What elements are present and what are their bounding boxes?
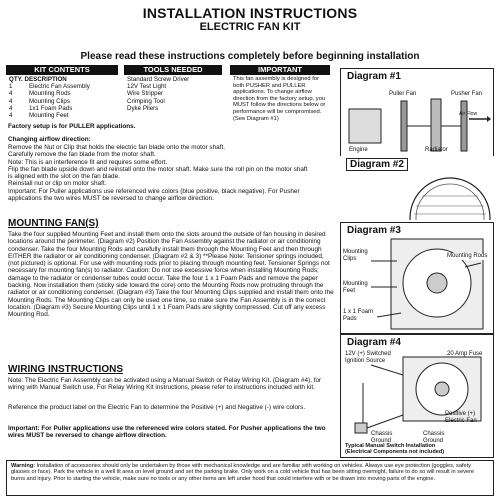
- kit-item-desc: Mounting Rods: [29, 90, 71, 98]
- engine-label: Engine: [349, 147, 368, 153]
- tool-item: Standard Screw Driver: [127, 76, 190, 83]
- kit-item-desc: Mounting Feet: [29, 112, 69, 120]
- airflow-label: Air Flow: [459, 111, 478, 117]
- kit-item-qty: 4: [9, 90, 13, 98]
- kit-item-qty: 4: [9, 112, 13, 120]
- airflow-step: Reinstall nut or clip on motor shaft.: [8, 180, 107, 188]
- tool-item: 12V Test Light: [127, 83, 167, 91]
- airflow-step: Note: This is an interference fit and requires some effort.: [8, 158, 168, 166]
- pusher-fan-label: Pusher Fan: [451, 91, 483, 97]
- warning-lead: Warning:: [11, 463, 36, 469]
- airflow-step: Flip the fan blade upside down and reinstall onto the motor shaft. Make sure the roll pin on the motor shaft is aligned with the slot on the fan blade.: [8, 165, 308, 181]
- kit-column-header: QTY. DESCRIPTION: [9, 76, 67, 83]
- diagram-1-label: Diagram #1: [347, 71, 401, 82]
- warning-box: [6, 460, 494, 496]
- mounting-rods-label: Mounting Rods: [447, 253, 493, 260]
- airflow-steps: [8, 144, 308, 202]
- read-notice: Please read these instructions completely before beginning installation: [80, 51, 420, 62]
- caption-line: Typical Manual Switch Installation: [345, 443, 436, 449]
- wiring-note: Note: The Electric Fan Assembly can be activated using a Manual Switch or Relay Wiring Kit. (Diagram #4), for wiring with Manual Switch use. For Relay Wiring Kit instructions, please refer to instructions included with kit.: [8, 377, 322, 392]
- kit-item-desc: Mounting Clips: [29, 97, 70, 105]
- diagram-4-caption: [345, 443, 491, 455]
- caption-line-2: (Electrical Components not included): [345, 449, 445, 455]
- mounting-feet-label: Mounting Feet: [343, 281, 368, 294]
- chassis-ground-label-2: Chassis Ground: [423, 431, 445, 444]
- airflow-step: Important: For Puller applications use referenced wire colors (blue positive, black negative). For Pusher applications the two wires MUST be reversed to change airflow direction.: [8, 187, 300, 203]
- positive-label: Positive (+) Electric Fan: [445, 411, 477, 424]
- tool-item: Crimping Tool: [127, 97, 165, 105]
- important-heading: IMPORTANT: [230, 65, 330, 75]
- diagram-2-label: Diagram #2: [346, 158, 408, 171]
- kit-item-qty: 1: [9, 83, 13, 91]
- mounting-clips-label: Mounting Clips: [343, 249, 368, 262]
- kit-item: [9, 90, 115, 97]
- kit-item: [9, 98, 115, 105]
- diagram-3-label: Diagram #3: [347, 225, 401, 236]
- diagram-2-drawing: [340, 156, 494, 220]
- tools-needed-heading: TOOLS NEEDED: [124, 65, 222, 75]
- kit-item-qty: 4: [9, 97, 13, 105]
- wiring-reference: Reference the product label on the Electric Fan to determine the Positive (+) and Negative (-) wire colors.: [8, 404, 306, 411]
- diagram-1: [340, 68, 494, 160]
- airflow-step: Remove the Nut or Clip that holds the electric fan blade onto the motor shaft.: [8, 144, 226, 151]
- mounting-text: Take the four supplied Mounting Feet and install them onto the slots around the outside of fan housing in desired locations around the perimeter. (Diagram #2) Position the Fan Assembly against the radiator or air conditioning condenser. Take the four Mounting Rods and carefully install them through the Mounting Feet and then through EITHER the radiator or air conditioning condenser. (Diagram #2 & 3) **Please Note: Tensioner springs included, (not pictured) is optional. For use with mounting rods prior to placing through mounting feet. Tensioner Springs not necessary for mounting fan(s) to radiator. Caution: Do not use excessive force when installing Mounting Rods; damage to the radiator or condenser tubes could occur. Take the four 1 x 1 Foam Pads and remove the paper backing. Now installation them (sticky side toward the core) onto the Mounting Rods now protruding through the radiator or air conditioning condenser. (Diagram #3) Take the four Mounting Clips supplied and install them onto the Mounting Rods. The Mounting Clips can only be used one time, so make sure the Fan Assembly is in the correct location. (Diagram #3) Secure Mounting Clips until 1 x 1 Foam Pads are slightly compressed. Cut off any excess Mounting Rod.: [8, 231, 334, 319]
- diagram-2: [340, 156, 494, 220]
- chassis-ground-label: Chassis Ground: [371, 431, 393, 444]
- factory-setup-note: Factory setup is for PULLER applications.: [8, 123, 136, 130]
- kit-item-desc: 1x1 Foam Pads: [29, 104, 73, 112]
- kit-item: [9, 105, 115, 112]
- page-title: INSTALLATION INSTRUCTIONS: [142, 5, 358, 21]
- kit-contents-heading: KIT CONTENTS: [6, 65, 118, 75]
- kit-item: [9, 83, 115, 90]
- kit-contents-list: [6, 75, 118, 120]
- kit-item-qty: 4: [9, 104, 13, 112]
- switched-ignition-label: 12V (+) Switched Ignition Source: [345, 351, 391, 364]
- airflow-step: Carefully remove the fan blade from the motor shaft.: [8, 151, 156, 159]
- wiring-important: Important: For Puller applications use the referenced wire colors stated. For Pusher applications the two wires MUST be reversed to change airflow direction.: [8, 425, 326, 440]
- kit-item: [9, 112, 115, 119]
- diagram-3: [340, 222, 494, 334]
- diagram-4-label: Diagram #4: [347, 337, 401, 348]
- page-subtitle: ELECTRIC FAN KIT: [199, 21, 301, 33]
- foam-pads-label: 1 x 1 Foam Pads: [343, 309, 374, 322]
- wiring-heading: WIRING INSTRUCTIONS: [8, 364, 123, 375]
- tool-item: Wire Stripper: [127, 90, 164, 98]
- warning-text: Installation of accessories should only be undertaken by those with mechanical knowledge and are familiar with working on vehicles. Always use eye protection (goggles, safety glasses or face). Park the vehicle in a well lit area on level ground and set the parking brake. Only work on a cold vehicle that has been sitting overnight, failure to do so will result in severe burns and injury. Prior to starting the vehicle, make sure no tools or any other items are left under hood that could interfere with or be drawn into moving parts of the engine.: [11, 463, 474, 482]
- puller-fan-label: Puller Fan: [389, 91, 417, 97]
- important-text: This fan assembly is designed for both PUSHER and PULLER applications. To change airflow direction from the factory setup, you MUST follow the directions below or performance will be compromised. (See Diagram #1): [233, 76, 326, 122]
- airflow-heading: Changing airflow direction:: [8, 136, 91, 143]
- kit-item-desc: Electric Fan Assembly: [29, 83, 90, 91]
- fuse-label: 20 Amp Fuse: [447, 351, 483, 357]
- radiator-label: Radiator: [425, 147, 448, 153]
- tools-needed-list: [124, 75, 222, 120]
- tool-item: Dyke Pliers: [127, 104, 159, 112]
- diagram-4: [340, 334, 494, 458]
- mounting-heading: MOUNTING FAN(S): [8, 218, 99, 229]
